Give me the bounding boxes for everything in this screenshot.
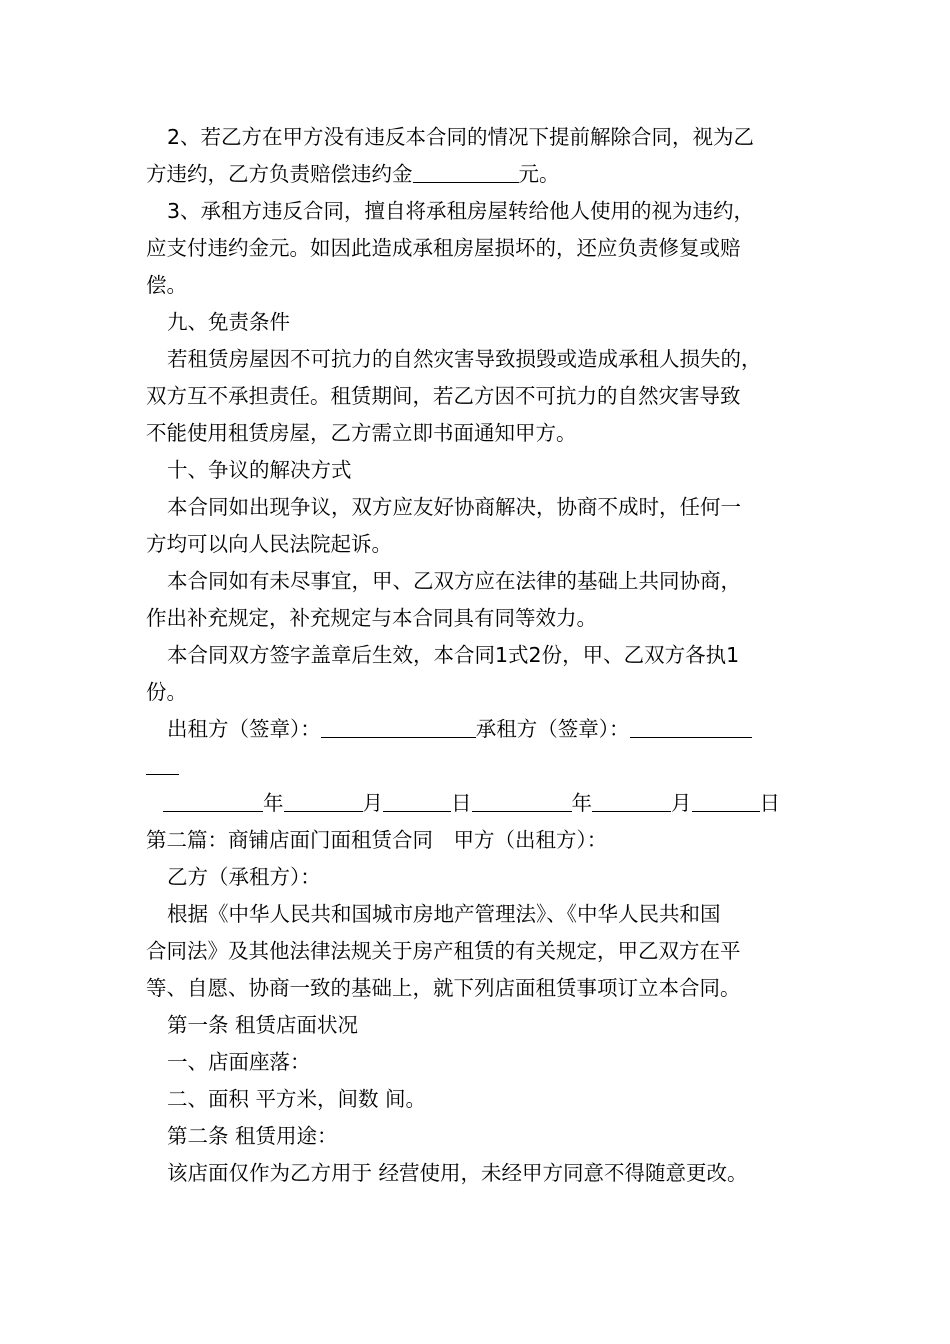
part2-party-b: 乙方（承租方）：	[167, 865, 321, 889]
part2-intro-line-1: 根据《中华人民共和国城市房地产管理法》、《中华人民共和国	[167, 902, 721, 926]
lessor-year-blank	[163, 789, 263, 812]
part2-article-1: 第一条 租赁店面状况	[167, 1013, 359, 1037]
supplement-line-1: 本合同如有未尽事宜，甲、乙双方应在法律的基础上共同协商，	[167, 569, 741, 593]
clause-2-tail: 元。	[518, 162, 560, 186]
lessee-signature-label: 承租方（签章）：	[475, 717, 630, 741]
section-heading-dispute: 十、争议的解决方式	[167, 458, 352, 482]
lessee-month-blank	[592, 789, 671, 812]
lessee-signature-blank	[630, 715, 752, 738]
exemption-line-3: 不能使用租赁房屋，乙方需立即书面通知甲方。	[146, 421, 577, 445]
part2-title: 第二篇：商铺店面门面租赁合同 甲方（出租方）：	[146, 828, 608, 852]
lessor-month-blank	[284, 789, 363, 812]
part2-usage: 该店面仅作为乙方用于 经营使用，未经甲方同意不得随意更改。	[167, 1161, 748, 1185]
date-line	[146, 785, 811, 822]
dispute-line-1: 本合同如出现争议，双方应友好协商解决，协商不成时，任何一	[167, 495, 741, 519]
part2-intro-line-2: 合同法》及其他法律法规关于房产租赁的有关规定，甲乙双方在平	[146, 939, 741, 963]
clause-3-line-2: 应支付违约金元。如因此造成承租房屋损坏的，还应负责修复或赔	[146, 236, 741, 260]
lessee-signature-blank-wrap	[146, 752, 179, 775]
clause-2-text: 方违约，乙方负责赔偿违约金	[146, 162, 413, 186]
lessor-day-label: 日	[451, 791, 472, 815]
lessee-year-blank	[472, 789, 572, 812]
document-body	[146, 119, 811, 1192]
lessee-day-blank	[692, 789, 760, 812]
exemption-line-1: 若租赁房屋因不可抗力的自然灾害导致损毁或造成承租人损失的，	[167, 347, 762, 371]
lessor-month-label: 月	[362, 791, 383, 815]
dispute-line-2: 方均可以向人民法院起诉。	[146, 532, 392, 556]
lessee-year-label: 年	[571, 791, 592, 815]
part2-intro-line-3: 等、自愿、协商一致的基础上，就下列店面租赁事项订立本合同。	[146, 976, 741, 1000]
lessor-signature-blank	[321, 715, 476, 738]
part2-article-2: 第二条 租赁用途：	[167, 1124, 338, 1148]
clause-2-line-2	[146, 156, 811, 193]
supplement-line-2: 作出补充规定，补充规定与本合同具有同等效力。	[146, 606, 597, 630]
clause-3-line-3: 偿。	[146, 273, 187, 297]
lessee-day-label: 日	[759, 791, 780, 815]
exemption-line-2: 双方互不承担责任。租赁期间，若乙方因不可抗力的自然灾害导致	[146, 384, 741, 408]
clause-3-line-1: 3、承租方违反合同，擅自将承租房屋转给他人使用的视为违约，	[167, 199, 755, 223]
lessor-day-blank	[383, 789, 451, 812]
lessor-year-label: 年	[263, 791, 284, 815]
clause-2-line-1: 2、若乙方在甲方没有违反本合同的情况下提前解除合同，视为乙	[167, 125, 755, 149]
part2-item-location: 一、店面座落：	[167, 1050, 311, 1074]
signature-line-wrap	[146, 748, 811, 785]
effect-line-2: 份。	[146, 680, 187, 704]
section-heading-exemption: 九、免责条件	[167, 310, 290, 334]
lessee-month-label: 月	[671, 791, 692, 815]
lessor-signature-label: 出租方（签章）：	[167, 717, 321, 741]
effect-line-1: 本合同双方签字盖章后生效，本合同1式2份，甲、乙双方各执1	[167, 643, 740, 667]
part2-item-area: 二、面积 平方米，间数 间。	[167, 1087, 427, 1111]
penalty-amount-blank	[413, 160, 519, 183]
signature-line	[146, 711, 811, 748]
